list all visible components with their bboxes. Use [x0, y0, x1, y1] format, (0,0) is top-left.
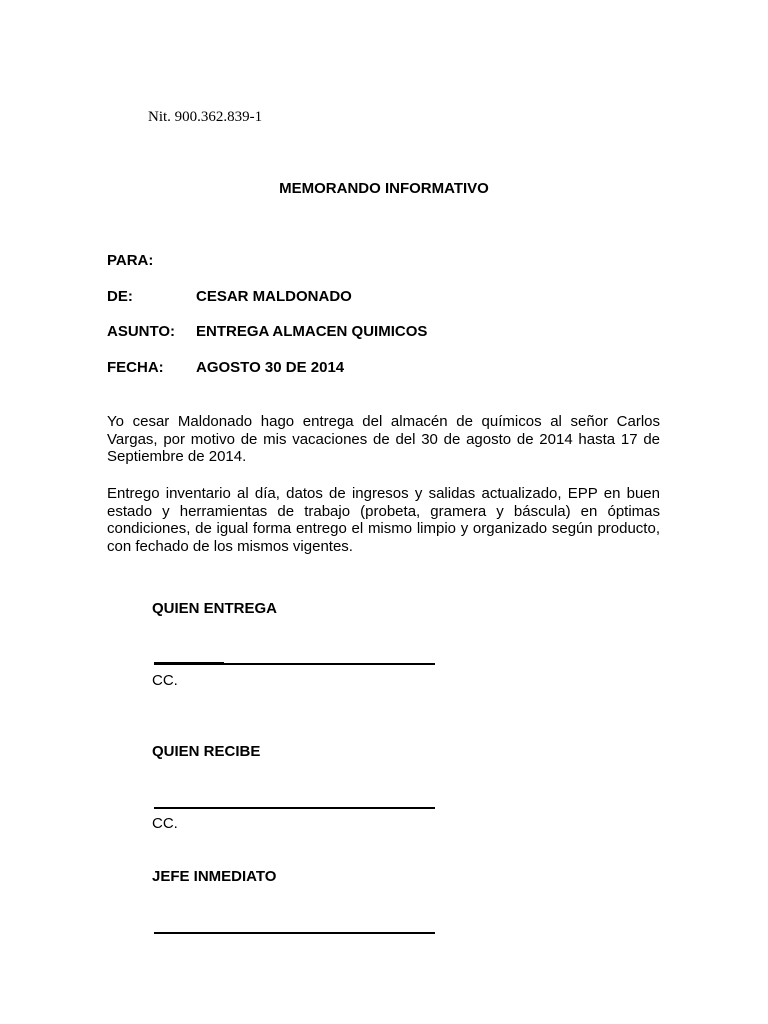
entrega-cc: CC.	[152, 672, 178, 689]
quien-recibe-label: QUIEN RECIBE	[152, 743, 261, 760]
asunto-value: ENTREGA ALMACEN QUIMICOS	[196, 323, 428, 340]
fecha-label: FECHA:	[107, 359, 164, 376]
quien-entrega-label: QUIEN ENTREGA	[152, 600, 278, 617]
body-paragraph-2: Entrego inventario al día, datos de ingresos y salidas actualizado, EPP en buen estado y herramientas de trabajo (probeta, gramera y báscula) en óptimas condiciones, de igual forma entrego el mismo limpio y organizado según producto, con fechado de los mismos vigentes.	[107, 485, 660, 556]
de-label: DE:	[107, 288, 133, 305]
entrega-signature-mark	[154, 662, 224, 664]
de-value: CESAR MALDONADO	[196, 288, 352, 305]
document-title: MEMORANDO INFORMATIVO	[279, 180, 489, 197]
jefe-signature-line	[154, 932, 435, 934]
jefe-inmediato-label: JEFE INMEDIATO	[152, 868, 277, 885]
fecha-value: AGOSTO 30 DE 2014	[196, 359, 345, 376]
body-paragraph-1: Yo cesar Maldonado hago entrega del almacén de químicos al señor Carlos Vargas, por motivo de mis vacaciones de del 30 de agosto de 2014 hasta 17 de Septiembre de 2014.	[107, 413, 660, 466]
para-label: PARA:	[107, 252, 154, 269]
asunto-label: ASUNTO:	[107, 323, 176, 340]
company-nit: Nit. 900.362.839-1	[148, 109, 263, 125]
recibe-cc: CC.	[152, 815, 178, 832]
recibe-signature-line	[154, 807, 435, 809]
